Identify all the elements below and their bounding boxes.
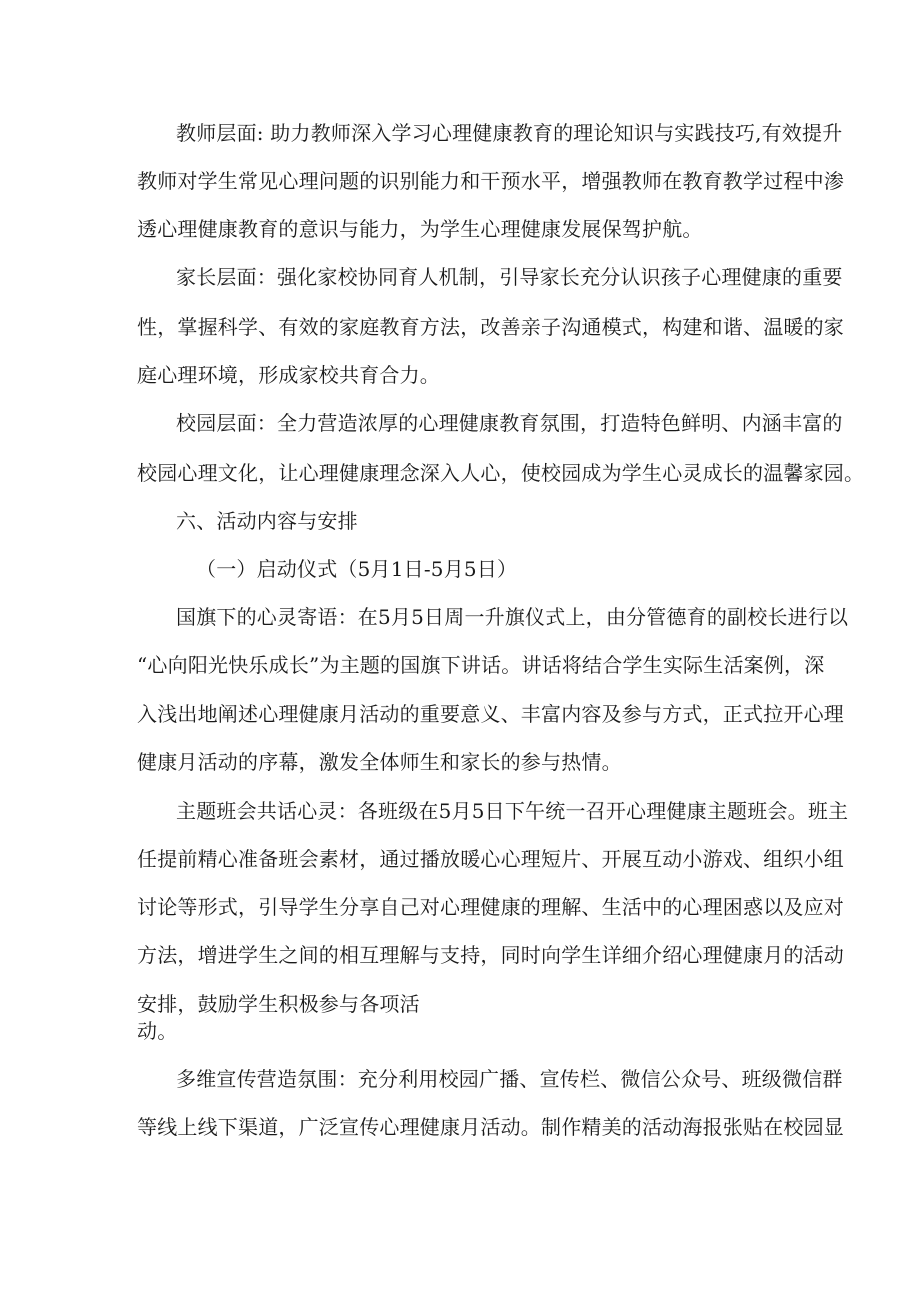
text-line: 任提前精心准备班会素材，通过播放暖心心理短片、开展互动小游戏、组织小组 (137, 847, 844, 871)
text-line: 性，掌握科学、有效的家庭教育方法，改善亲子沟通模式，构建和谐、温暖的家 (137, 315, 844, 339)
subsection-heading: （一）启动仪式（5月1日-5月5日） (196, 557, 518, 581)
text-line: 主题班会共话心灵：各班级在5月5日下午统一召开心理健康主题班会。班主 (176, 799, 849, 823)
section-heading: 六、活动内容与安排 (176, 509, 358, 533)
text-line: “心向阳光快乐成长”为主题的国旗下讲话。讲话将结合学生实际生活案例，深 (137, 653, 825, 677)
text-line: 家长层面：强化家校协同育人机制，引导家长充分认识孩子心理健康的重要 (176, 265, 843, 289)
text-line: 健康月活动的序幕，激发全体师生和家长的参与热情。 (137, 750, 622, 774)
text-line: 教师对学生常见心理问题的识别能力和干预水平，增强教师在教育教学过程中渗 (137, 169, 844, 193)
text-line: 等线上线下渠道，广泛宣传心理健康月活动。制作精美的活动海报张贴在校园显 (137, 1115, 844, 1139)
text-line: 方法，增进学生之间的相互理解与支持，同时向学生详细介绍心理健康月的活动 (137, 943, 844, 967)
text-line: 动。 (137, 1019, 178, 1043)
text-line: 多维宣传营造氛围：充分利用校园广播、宣传栏、微信公众号、班级微信群 (176, 1067, 843, 1091)
text-line: 教师层面: 助力教师深入学习心理健康教育的理论知识与实践技巧,有效提升 (176, 121, 843, 145)
text-line: 入浅出地阐述心理健康月活动的重要意义、丰富内容及参与方式，正式拉开心理 (137, 702, 844, 726)
text-line: 安排，鼓励学生积极参与各项活 (137, 992, 420, 1016)
text-line: 国旗下的心灵寄语：在5月5日周一升旗仪式上，由分管德育的副校长进行以 (176, 605, 849, 629)
text-line: 校园心理文化，让心理健康理念深入人心，使校园成为学生心灵成长的温馨家园。 (137, 461, 865, 485)
text-line: 校园层面：全力营造浓厚的心理健康教育氛围，打造特色鲜明、内涵丰富的 (176, 411, 843, 435)
text-line: 透心理健康教育的意识与能力，为学生心理健康发展保驾护航。 (137, 217, 703, 241)
text-line: 庭心理环境，形成家校共育合力。 (137, 363, 440, 387)
text-line: 讨论等形式，引导学生分享自己对心理健康的理解、生活中的心理困惑以及应对 (137, 895, 844, 919)
